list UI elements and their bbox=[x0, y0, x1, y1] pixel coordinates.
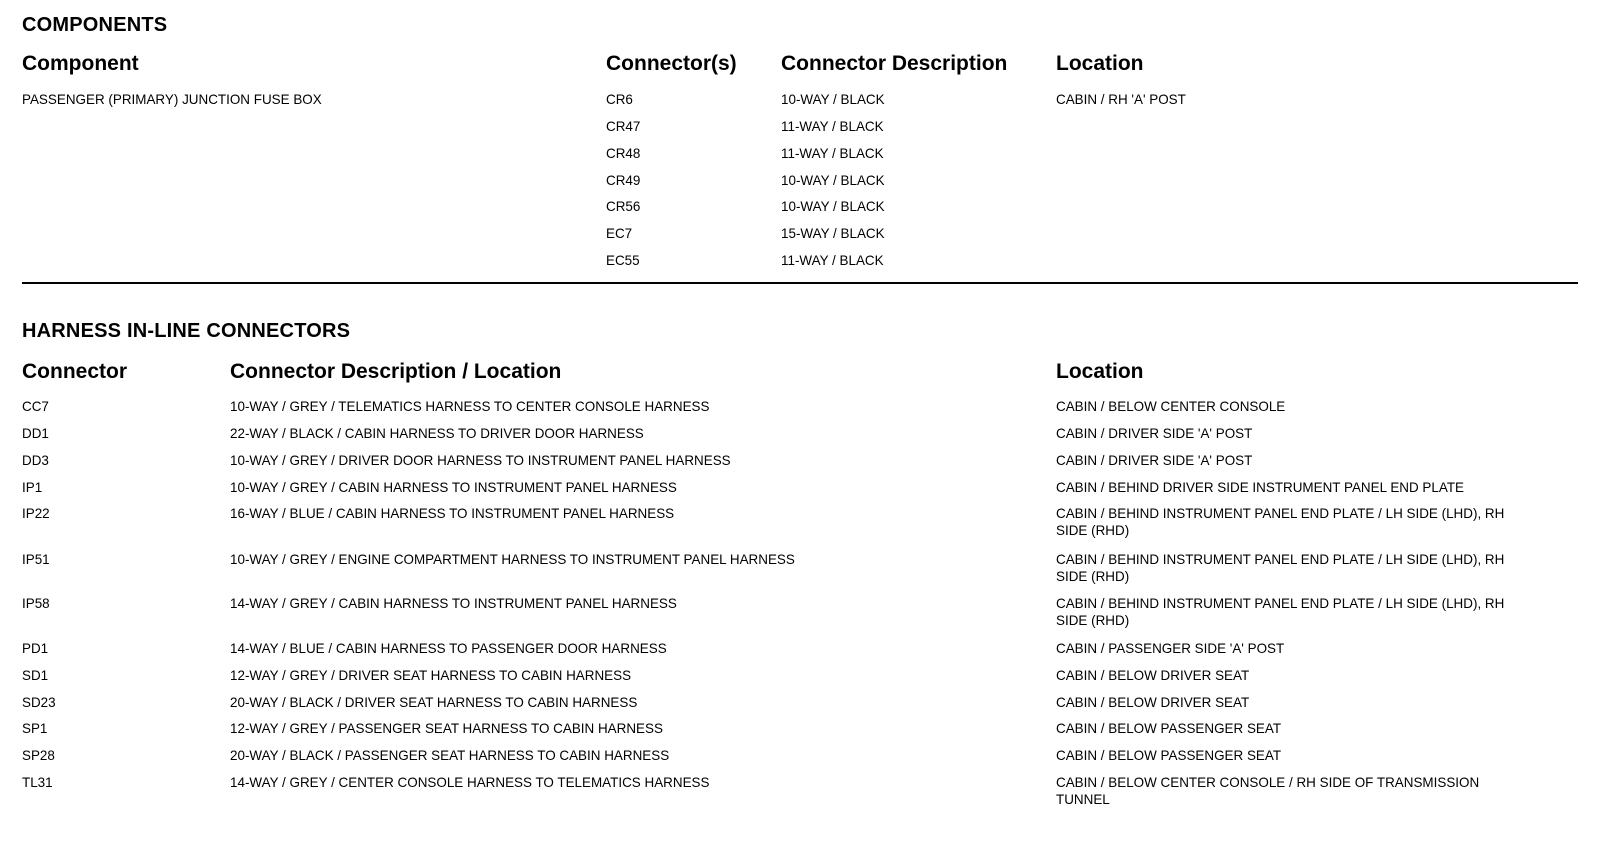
connectors-column-header: Connector(s) bbox=[606, 52, 737, 75]
harness-connector-description: 14-WAY / BLUE / CABIN HARNESS TO PASSENGER DOOR HARNESS bbox=[230, 640, 667, 656]
harness-connector-location: CABIN / BEHIND INSTRUMENT PANEL END PLATE / LH SIDE (LHD), RH SIDE (RHD) bbox=[1056, 551, 1505, 584]
harness-connector-location: CABIN / BELOW DRIVER SEAT bbox=[1056, 667, 1250, 683]
component-column-header: Component bbox=[22, 52, 139, 75]
component-connector-description: 10-WAY / BLACK bbox=[781, 172, 885, 188]
harness-connector-id: TL31 bbox=[22, 774, 53, 790]
component-name: PASSENGER (PRIMARY) JUNCTION FUSE BOX bbox=[22, 91, 322, 107]
harness-description-column-header: Connector Description / Location bbox=[230, 360, 562, 383]
harness-connector-location: CABIN / BEHIND INSTRUMENT PANEL END PLATE / LH SIDE (LHD), RH SIDE (RHD) bbox=[1056, 505, 1505, 538]
harness-connector-id: IP22 bbox=[22, 505, 50, 521]
harness-connector-location: CABIN / PASSENGER SIDE 'A' POST bbox=[1056, 640, 1285, 656]
location-column-header: Location bbox=[1056, 52, 1144, 75]
connector-description-column-header: Connector Description bbox=[781, 52, 1008, 75]
harness-connector-description: 16-WAY / BLUE / CABIN HARNESS TO INSTRUMENT PANEL HARNESS bbox=[230, 505, 675, 521]
harness-connector-description: 14-WAY / GREY / CABIN HARNESS TO INSTRUMENT PANEL HARNESS bbox=[230, 595, 677, 611]
harness-connector-id: IP51 bbox=[22, 551, 50, 567]
component-connector-description: 15-WAY / BLACK bbox=[781, 225, 885, 241]
harness-connector-location: CABIN / DRIVER SIDE 'A' POST bbox=[1056, 425, 1253, 441]
component-connector-description: 11-WAY / BLACK bbox=[781, 118, 884, 134]
harness-connector-description: 12-WAY / GREY / PASSENGER SEAT HARNESS TO CABIN HARNESS bbox=[230, 720, 663, 736]
harness-connector-description: 10-WAY / GREY / ENGINE COMPARTMENT HARNESS TO INSTRUMENT PANEL HARNESS bbox=[230, 551, 795, 567]
harness-connector-id: IP58 bbox=[22, 595, 50, 611]
harness-connector-id: DD1 bbox=[22, 425, 49, 441]
harness-connector-description: 14-WAY / GREY / CENTER CONSOLE HARNESS TO TELEMATICS HARNESS bbox=[230, 774, 710, 790]
harness-connector-description: 22-WAY / BLACK / CABIN HARNESS TO DRIVER DOOR HARNESS bbox=[230, 425, 644, 441]
harness-connector-description: 10-WAY / GREY / TELEMATICS HARNESS TO CENTER CONSOLE HARNESS bbox=[230, 398, 710, 414]
harness-connector-location: CABIN / BELOW CENTER CONSOLE bbox=[1056, 398, 1286, 414]
harness-connector-id: IP1 bbox=[22, 479, 43, 495]
harness-connector-location: CABIN / DRIVER SIDE 'A' POST bbox=[1056, 452, 1253, 468]
component-connector-id: EC7 bbox=[606, 225, 633, 241]
harness-connector-id: SP1 bbox=[22, 720, 48, 736]
harness-connector-id: PD1 bbox=[22, 640, 49, 656]
harness-section-title: HARNESS IN-LINE CONNECTORS bbox=[22, 320, 351, 342]
harness-connector-location: CABIN / BELOW PASSENGER SEAT bbox=[1056, 720, 1282, 736]
component-connector-description: 11-WAY / BLACK bbox=[781, 252, 884, 268]
harness-connector-location: CABIN / BEHIND INSTRUMENT PANEL END PLATE / LH SIDE (LHD), RH SIDE (RHD) bbox=[1056, 595, 1505, 628]
harness-connector-location: CABIN / BELOW DRIVER SEAT bbox=[1056, 694, 1250, 710]
component-connector-id: CR6 bbox=[606, 91, 633, 107]
harness-connector-id: SD23 bbox=[22, 694, 56, 710]
component-connector-description: 10-WAY / BLACK bbox=[781, 198, 885, 214]
component-connector-id: CR48 bbox=[606, 145, 641, 161]
harness-connector-id: SD1 bbox=[22, 667, 49, 683]
component-connector-id: EC55 bbox=[606, 252, 640, 268]
harness-connector-id: CC7 bbox=[22, 398, 49, 414]
harness-connector-description: 10-WAY / GREY / DRIVER DOOR HARNESS TO INSTRUMENT PANEL HARNESS bbox=[230, 452, 731, 468]
component-connector-description: 10-WAY / BLACK bbox=[781, 91, 885, 107]
harness-connector-description: 12-WAY / GREY / DRIVER SEAT HARNESS TO CABIN HARNESS bbox=[230, 667, 632, 683]
component-location: CABIN / RH 'A' POST bbox=[1056, 91, 1186, 107]
component-connector-description: 11-WAY / BLACK bbox=[781, 145, 884, 161]
component-connector-id: CR47 bbox=[606, 118, 641, 134]
harness-connector-location: CABIN / BELOW PASSENGER SEAT bbox=[1056, 747, 1282, 763]
harness-connector-column-header: Connector bbox=[22, 360, 127, 383]
harness-connector-location: CABIN / BELOW CENTER CONSOLE / RH SIDE OF TRANSMISSION TUNNEL bbox=[1056, 774, 1480, 807]
harness-connector-id: SP28 bbox=[22, 747, 55, 763]
section-divider bbox=[22, 282, 1578, 284]
harness-connector-id: DD3 bbox=[22, 452, 49, 468]
harness-connector-location: CABIN / BEHIND DRIVER SIDE INSTRUMENT PANEL END PLATE bbox=[1056, 479, 1465, 495]
harness-connector-description: 10-WAY / GREY / CABIN HARNESS TO INSTRUMENT PANEL HARNESS bbox=[230, 479, 677, 495]
harness-location-column-header: Location bbox=[1056, 360, 1144, 383]
harness-connector-description: 20-WAY / BLACK / DRIVER SEAT HARNESS TO CABIN HARNESS bbox=[230, 694, 638, 710]
component-connector-id: CR56 bbox=[606, 198, 641, 214]
components-section-title: COMPONENTS bbox=[22, 14, 168, 36]
harness-connector-description: 20-WAY / BLACK / PASSENGER SEAT HARNESS TO CABIN HARNESS bbox=[230, 747, 670, 763]
component-connector-id: CR49 bbox=[606, 172, 641, 188]
